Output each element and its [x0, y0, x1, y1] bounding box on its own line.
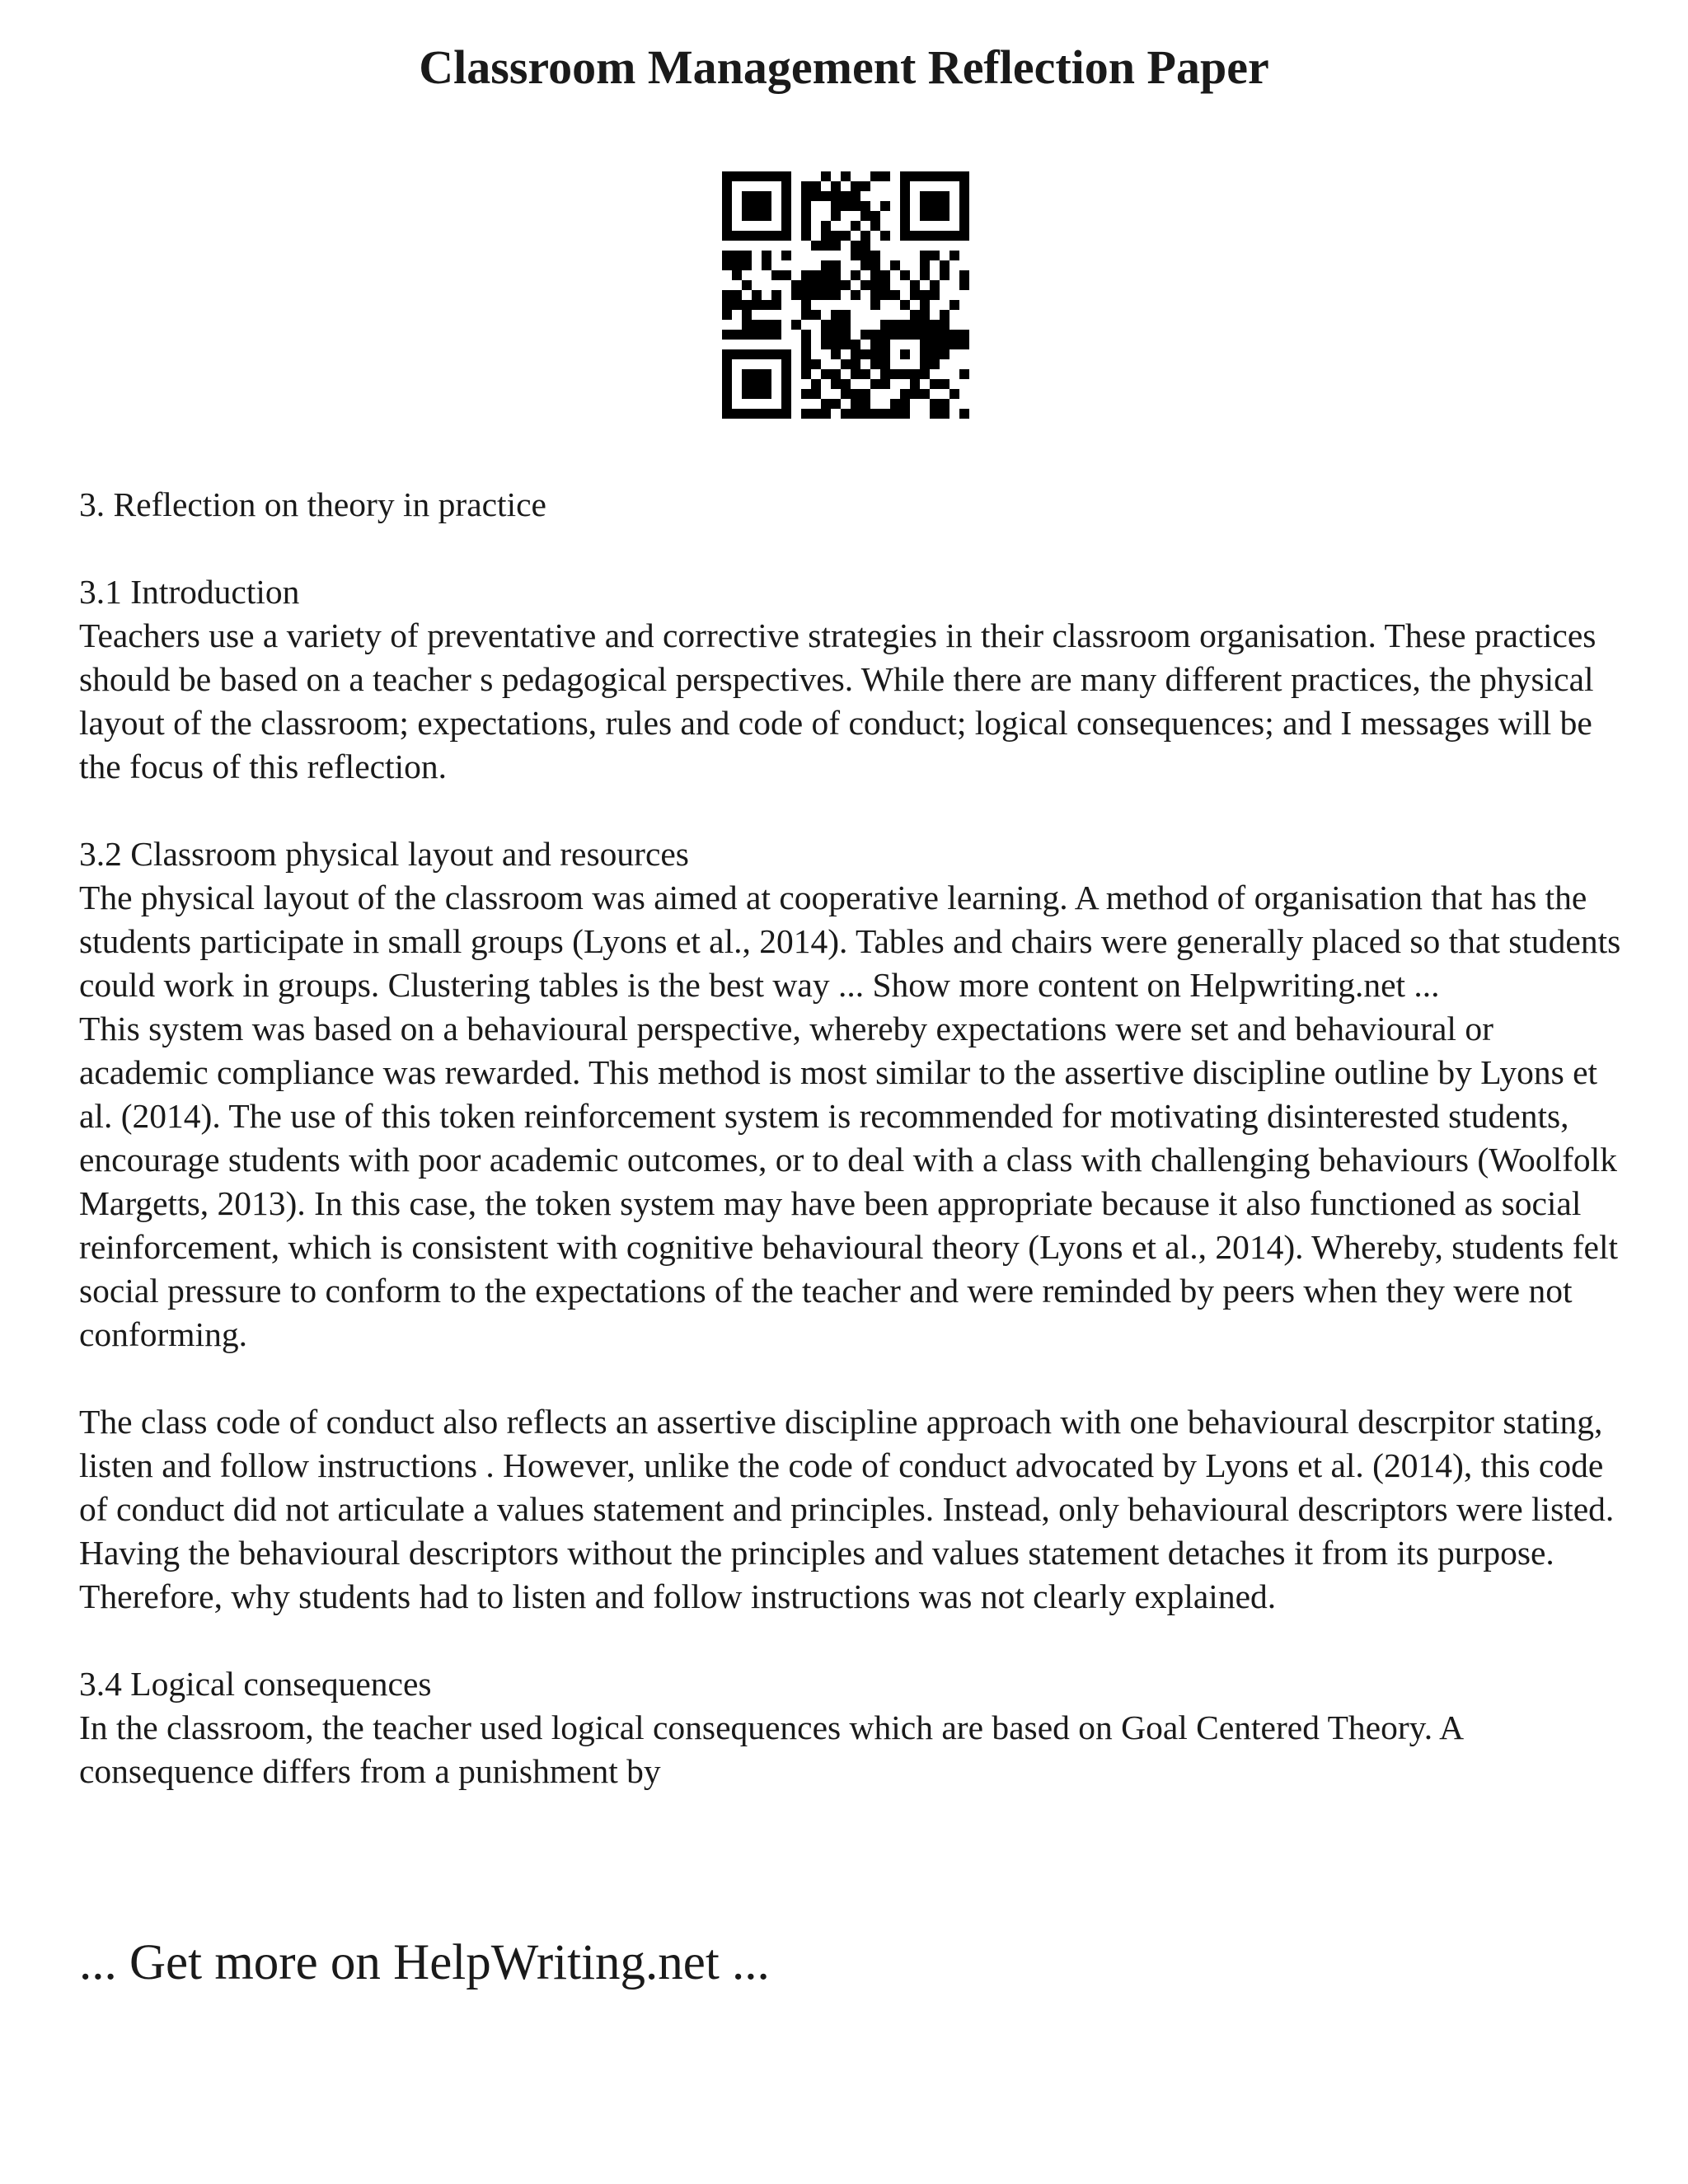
token-system-paragraph: This system was based on a behavioural perspective, whereby expectations were set and behavioural or academic compliance was rewarded. This method is most similar to the assertive discipline outline by Lyons et al. (2014). The use of this token reinforcement system is recommended for motivating disinterested students, encourage students with poor academic outcomes, or to deal with a class with challenging behaviours (Woolfolk Margetts, 2013). In this case, the token system may have been appropriate because it also functioned as social reinforcement, which is consistent with cognitive behavioural theory (Lyons et al., 2014). Whereby, students felt social pressure to conform to the expectations of the teacher and were reminded by peers when they were not conforming. [79, 1010, 1619, 1353]
consequences-paragraph: In the classroom, the teacher used logical consequences which are based on Goal Centered Theory. A consequence differs from a punishment by [79, 1708, 1462, 1790]
section-heading-3: 3. Reflection on theory in practice [79, 485, 546, 523]
section-heading-3-4: 3.4 Logical consequences [79, 1665, 432, 1703]
page-title: Classroom Management Reflection Paper [419, 40, 1269, 94]
code-of-conduct-paragraph: The class code of conduct also reflects an assertive discipline approach with one behavioural descrpitor stating, listen and follow instructions . However, unlike the code of conduct advocated by Lyons et al. (2014), this code of conduct did not articulate a values statement and principles. Instead, only behavioural descriptors were listed. Having the behavioural descriptors without the principles and values statement detaches it from its purpose. Therefore, why students had to listen and follow instructions was not clearly explained. [79, 1403, 1615, 1615]
qr-code-icon [722, 171, 969, 419]
intro-paragraph: Teachers use a variety of preventative and corrective strategies in their classroom organisation. These practices should be based on a teacher s pedagogical perspectives. While there are many different practices, the physical layout of the classroom; expectations, rules and code of conduct; logical consequences; and I messages will be the focus of this reflection. [79, 616, 1597, 785]
section-heading-3-1: 3.1 Introduction [79, 573, 300, 611]
layout-paragraph: The physical layout of the classroom was aimed at cooperative learning. A method of organisation that has the students participate in small groups (Lyons et al., 2014). Tables and chairs were generally placed so that students could work in groups. Clustering tables is the best way ... Show more content on Helpwriting.net ... [79, 879, 1621, 1004]
document-body [79, 483, 1629, 1793]
section-heading-3-2: 3.2 Classroom physical layout and resources [79, 835, 689, 873]
get-more-link[interactable]: ... Get more on HelpWriting.net ... [79, 1935, 770, 1990]
